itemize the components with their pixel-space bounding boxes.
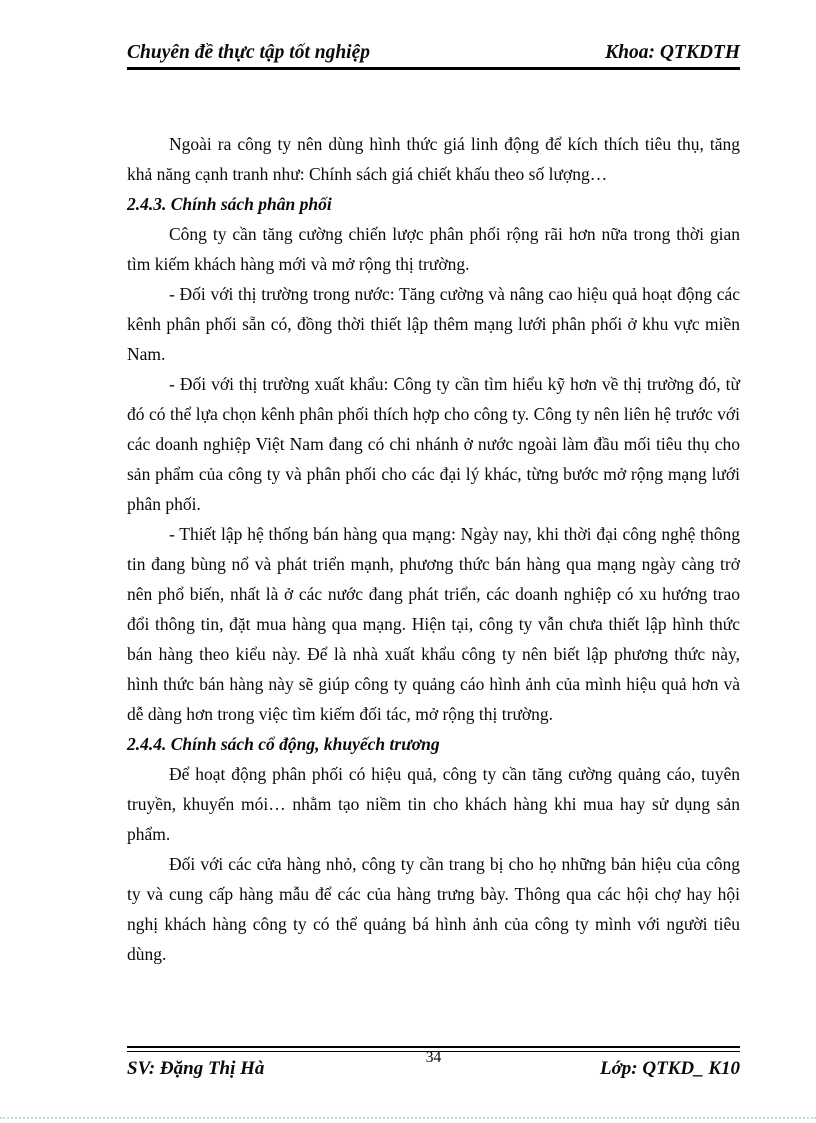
paragraph-intro: Ngoài ra công ty nên dùng hình thức giá linh động để kích thích tiêu thụ, tăng khả năng cạnh tranh như: Chính sách giá chiết khấu theo số lượng… [127, 134, 740, 184]
paragraph-243-4: - Thiết lập hệ thống bán hàng qua mạng: Ngày nay, khi thời đại công nghệ thông tin đang bùng nổ và phát triển mạnh, phương thức bán hàng qua mạng ngày càng trở nên phổ biến, nhất là ở các nước đang phát triển, các doanh nghiệp có xu hướng trao đổi thông tin, đặt mua hàng qua mạng. Hiện tại, công ty vẫn chưa thiết lập hình thức bán hàng theo kiểu này. Để là nhà xuất khẩu công ty nên biết lập phương thức này, hình thức bán hàng này sẽ giúp công ty quảng cáo hình ảnh của mình hiệu quả hơn và dễ dàng hơn trong việc tìm kiếm đối tác, mở rộng thị trường. [127, 524, 740, 724]
footer-student-name: SV: Đặng Thị Hà [127, 1058, 265, 1079]
paragraph-243-1: Công ty cần tăng cường chiến lược phân phối rộng rãi hơn nữa trong thời gian tìm kiếm khách hàng mới và mở rộng thị trường. [127, 224, 740, 274]
page-header [127, 42, 740, 70]
page-bottom-edge [0, 1117, 816, 1119]
paragraph-244-1: Để hoạt động phân phối có hiệu quả, công ty cần tăng cường quảng cáo, tuyên truyền, khuyến mói… nhằm tạo niềm tin cho khách hàng khi mua hay sử dụng sản phẩm. [127, 764, 740, 844]
header-title-right: Khoa: QTKDTH [605, 42, 740, 63]
footer-class-label: Lớp: QTKD_ K10 [599, 1058, 740, 1079]
section-heading-244: 2.4.4. Chính sách cổ động, khuyếch trương [127, 734, 440, 754]
paragraph-244-2: Đối với các cửa hàng nhỏ, công ty cần trang bị cho họ những bản hiệu của công ty và cung cấp hàng mẫu để các của hàng trưng bày. Thông qua các hội chợ hay hội nghị khách hàng công ty có thể quảng bá hình ảnh của công ty mình với người tiêu dùng. [127, 854, 740, 964]
paragraph-243-3: - Đối với thị trường xuất khẩu: Công ty cần tìm hiểu kỹ hơn về thị trường đó, từ đó có thể lựa chọn kênh phân phối thích hợp cho công ty. Công ty nên liên hệ trước với các doanh nghiệp Việt Nam đang có chi nhánh ở nước ngoài làm đầu mối tiêu thụ cho sản phẩm của công ty và phân phối cho các đại lý khác, từng bước mở rộng mạng lưới phân phối. [127, 374, 740, 514]
page-footer [127, 1046, 740, 1080]
page-number: 34 [425, 1049, 442, 1066]
document-body [127, 129, 740, 969]
header-title-left: Chuyên đề thực tập tốt nghiệp [127, 42, 370, 63]
paragraph-243-2: - Đối với thị trường trong nước: Tăng cường và nâng cao hiệu quả hoạt động các kênh phân phối sẵn có, đồng thời thiết lập thêm mạng lưới phân phối ở khu vực miền Nam. [127, 284, 740, 364]
section-heading-243: 2.4.3. Chính sách phân phối [127, 194, 332, 214]
